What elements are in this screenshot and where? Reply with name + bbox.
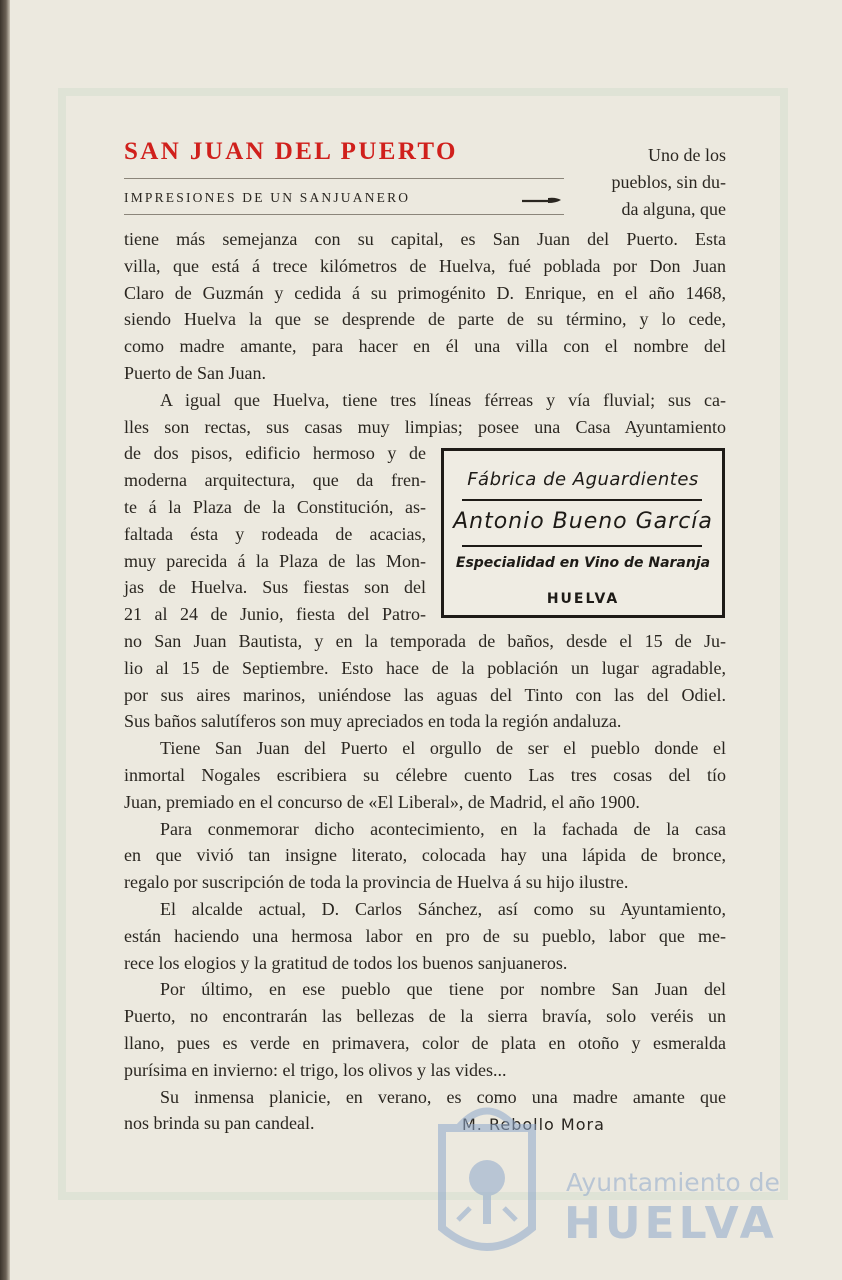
- advertisement-box: [441, 448, 725, 618]
- body-line: villa, que está á trece kilómetros de Huelva, fué poblada por Don Juan: [124, 255, 726, 276]
- author-signature: M. Rebollo Mora: [462, 1115, 605, 1134]
- body-line: inmortal Nogales escribiera su célebre cuento Las tres cosas del tío: [124, 764, 726, 785]
- body-line: te á la Plaza de la Constitución, as-: [124, 496, 426, 517]
- body-line: nos brinda su pan candeal.: [124, 1113, 315, 1134]
- body-line: tiene más semejanza con su capital, es San Juan del Puerto. Esta: [124, 229, 726, 249]
- body-line: El alcalde actual, D. Carlos Sánchez, así como su Ayuntamiento,: [160, 898, 726, 919]
- body-line: jas de Huelva. Sus fiestas son del: [124, 577, 426, 598]
- body-line: están haciendo una hermosa labor en pro de su pueblo, labor que me-: [124, 925, 726, 946]
- body-line: faltada ésta y rodeada de acacias,: [124, 523, 426, 544]
- opening-side-text: [586, 142, 726, 222]
- body-line: 21 al 24 de Junio, fiesta del Patro-: [124, 604, 426, 625]
- body-line: en que vivió tan insigne literato, colocada hay una lápida de bronce,: [124, 845, 726, 866]
- body-line: regalo por suscripción de toda la provincia de Huelva á su hijo ilustre.: [124, 872, 629, 893]
- side-line: pueblos, sin du-: [611, 171, 726, 192]
- body-line: Su inmensa planicie, en verano, es como una madre amante que: [160, 1086, 726, 1107]
- article-body: [124, 226, 726, 1137]
- ad-city: HUELVA: [546, 591, 620, 607]
- ad-factory-name: Fábrica de Aguardientes: [467, 469, 699, 490]
- body-line: A igual que Huelva, tiene tres líneas férreas y vía fluvial; sus ca-: [160, 389, 726, 410]
- watermark-line2: HUELVA: [564, 1198, 778, 1249]
- title-rule-bottom: [124, 214, 564, 215]
- body-line: lio al 15 de Septiembre. Esto hace de la población un lugar agradable,: [124, 657, 726, 678]
- watermark-line1: Ayuntamiento de: [566, 1168, 780, 1197]
- body-line: moderna arquitectura, que da fren-: [124, 470, 426, 491]
- watermark: [428, 1080, 780, 1270]
- body-line: lles son rectas, sus casas muy limpias; posee una Casa Ayuntamiento: [124, 416, 726, 437]
- article-subtitle: IMPRESIONES DE UN SANJUANERO: [124, 190, 411, 205]
- body-line: llano, pues es verde en primavera, color de plata en otoño y esmeralda: [124, 1032, 726, 1053]
- body-line: Por último, en ese pueblo que tiene por nombre San Juan del: [160, 979, 726, 1000]
- article-title: SAN JUAN DEL PUERTO: [124, 138, 458, 165]
- city-seal-icon: [428, 1088, 546, 1268]
- ad-divider: [462, 499, 702, 501]
- pointing-hand-icon: [522, 194, 562, 206]
- body-line: Para conmemorar dicho acontecimiento, en la fachada de la casa: [160, 818, 726, 839]
- ad-specialty: Especialidad en Vino de Naranja: [455, 555, 711, 571]
- body-line: muy parecida á la Plaza de las Mon-: [124, 550, 426, 571]
- ad-owner-name: Antonio Bueno García: [453, 509, 713, 534]
- book-binding-edge: [0, 0, 10, 1280]
- body-line: Sus baños salutíferos son muy apreciados en toda la región andaluza.: [124, 711, 622, 732]
- title-rule-top: [124, 178, 564, 179]
- body-line: rece los elogios y la gratitud de todos los buenos sanjuaneros.: [124, 952, 568, 973]
- body-line: por sus aires marinos, uniéndose las aguas del Tinto con las del Odiel.: [124, 684, 726, 705]
- body-line: Puerto de San Juan.: [124, 362, 266, 383]
- body-line: purísima en invierno: el trigo, los olivos y las vides...: [124, 1059, 507, 1080]
- body-line: como madre amante, para hacer en él una villa con el nombre del: [124, 336, 726, 357]
- body-line: Juan, premiado en el concurso de «El Liberal», de Madrid, el año 1900.: [124, 791, 640, 812]
- side-line: da alguna, que: [621, 198, 726, 219]
- body-line: de dos pisos, edificio hermoso y de: [124, 443, 426, 464]
- side-line: Uno de los: [648, 145, 726, 165]
- body-line: Claro de Guzmán y cedida á su primogénito D. Enrique, en el año 1468,: [124, 282, 726, 303]
- ad-divider: [462, 545, 702, 547]
- body-line: no San Juan Bautista, y en la temporada de baños, desde el 15 de Ju-: [124, 630, 726, 651]
- body-line: Puerto, no encontrarán las bellezas de la sierra bravía, solo veréis un: [124, 1006, 726, 1027]
- body-line: siendo Huelva la que se desprende de parte de su término, y lo cede,: [124, 309, 726, 330]
- body-line: Tiene San Juan del Puerto el orgullo de ser el pueblo donde el: [160, 738, 726, 759]
